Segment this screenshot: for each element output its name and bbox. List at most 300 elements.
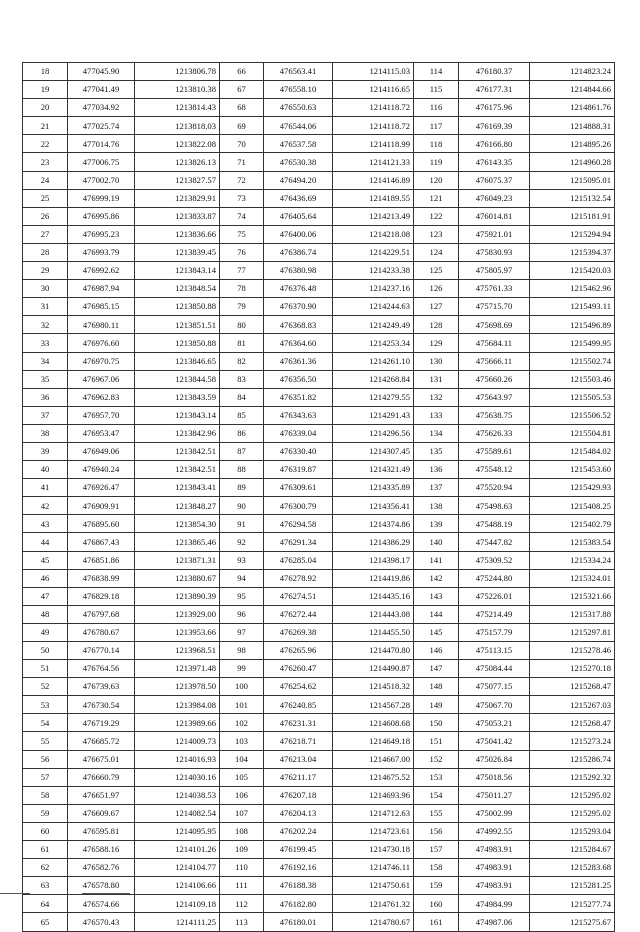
point-id-cell: 31 — [23, 298, 68, 316]
point-id-cell: 107 — [220, 804, 264, 822]
x-coordinate-cell: 475660.26 — [459, 370, 530, 388]
x-coordinate-cell: 476609.67 — [68, 804, 135, 822]
x-coordinate-cell: 476582.76 — [68, 859, 135, 877]
point-id-cell: 47 — [23, 587, 68, 605]
y-coordinate-cell: 1214518.32 — [333, 678, 414, 696]
point-id-cell: 101 — [220, 696, 264, 714]
point-id-cell: 156 — [414, 822, 459, 840]
y-coordinate-cell: 1213842.51 — [135, 461, 220, 479]
y-coordinate-cell: 1214237.16 — [333, 280, 414, 298]
y-coordinate-cell: 1215499.95 — [530, 334, 615, 352]
x-coordinate-cell: 476272.44 — [264, 605, 333, 623]
point-id-cell: 83 — [220, 370, 264, 388]
table-row — [23, 533, 615, 551]
y-coordinate-cell: 1214443.08 — [333, 605, 414, 623]
y-coordinate-cell: 1214608.68 — [333, 714, 414, 732]
table-row — [23, 117, 615, 135]
y-coordinate-cell: 1214116.65 — [333, 81, 414, 99]
point-id-cell: 68 — [220, 99, 264, 117]
y-coordinate-cell: 1215317.88 — [530, 605, 615, 623]
y-coordinate-cell: 1215095.01 — [530, 171, 615, 189]
y-coordinate-cell: 1214455.50 — [333, 623, 414, 641]
y-coordinate-cell: 1215503.46 — [530, 370, 615, 388]
point-id-cell: 146 — [414, 642, 459, 660]
point-id-cell: 24 — [23, 171, 68, 189]
y-coordinate-cell: 1214016.93 — [135, 750, 220, 768]
y-coordinate-cell: 1214723.61 — [333, 822, 414, 840]
point-id-cell: 80 — [220, 316, 264, 334]
x-coordinate-cell: 476993.79 — [68, 243, 135, 261]
point-id-cell: 28 — [23, 243, 68, 261]
x-coordinate-cell: 476207.18 — [264, 786, 333, 804]
point-id-cell: 56 — [23, 750, 68, 768]
y-coordinate-cell: 1215268.47 — [530, 678, 615, 696]
point-id-cell: 118 — [414, 135, 459, 153]
x-coordinate-cell: 477014.76 — [68, 135, 135, 153]
x-coordinate-cell: 476829.18 — [68, 587, 135, 605]
y-coordinate-cell: 1214253.34 — [333, 334, 414, 352]
x-coordinate-cell: 476895.60 — [68, 515, 135, 533]
point-id-cell: 105 — [220, 768, 264, 786]
point-id-cell: 96 — [220, 605, 264, 623]
x-coordinate-cell: 476175.96 — [459, 99, 530, 117]
x-coordinate-cell: 476962.83 — [68, 388, 135, 406]
point-id-cell: 61 — [23, 841, 68, 859]
x-coordinate-cell: 476574.66 — [68, 895, 135, 913]
footer-rule-left — [0, 893, 30, 894]
footer-rule-right — [82, 893, 130, 894]
y-coordinate-cell: 1214335.89 — [333, 479, 414, 497]
y-coordinate-cell: 1215484.02 — [530, 442, 615, 460]
point-id-cell: 88 — [220, 461, 264, 479]
point-id-cell: 160 — [414, 895, 459, 913]
x-coordinate-cell: 475041.42 — [459, 732, 530, 750]
x-coordinate-cell: 476739.63 — [68, 678, 135, 696]
y-coordinate-cell: 1214649.18 — [333, 732, 414, 750]
table-row — [23, 298, 615, 316]
x-coordinate-cell: 475715.70 — [459, 298, 530, 316]
x-coordinate-cell: 475666.11 — [459, 352, 530, 370]
point-id-cell: 161 — [414, 913, 459, 931]
table-row — [23, 406, 615, 424]
x-coordinate-cell: 475805.97 — [459, 262, 530, 280]
y-coordinate-cell: 1215408.25 — [530, 497, 615, 515]
table-row — [23, 732, 615, 750]
y-coordinate-cell: 1214009.73 — [135, 732, 220, 750]
point-id-cell: 27 — [23, 225, 68, 243]
y-coordinate-cell: 1214095.95 — [135, 822, 220, 840]
point-id-cell: 79 — [220, 298, 264, 316]
y-coordinate-cell: 1214730.18 — [333, 841, 414, 859]
x-coordinate-cell: 477034.92 — [68, 99, 135, 117]
point-id-cell: 85 — [220, 406, 264, 424]
point-id-cell: 133 — [414, 406, 459, 424]
point-id-cell: 92 — [220, 533, 264, 551]
x-coordinate-cell: 476494.20 — [264, 171, 333, 189]
x-coordinate-cell: 476970.75 — [68, 352, 135, 370]
table-row — [23, 442, 615, 460]
y-coordinate-cell: 1214888.31 — [530, 117, 615, 135]
y-coordinate-cell: 1213848.54 — [135, 280, 220, 298]
point-id-cell: 23 — [23, 153, 68, 171]
x-coordinate-cell: 474983.91 — [459, 859, 530, 877]
table-row — [23, 207, 615, 225]
point-id-cell: 100 — [220, 678, 264, 696]
y-coordinate-cell: 1214712.63 — [333, 804, 414, 822]
y-coordinate-cell: 1214356.41 — [333, 497, 414, 515]
point-id-cell: 72 — [220, 171, 264, 189]
y-coordinate-cell: 1214419.86 — [333, 569, 414, 587]
x-coordinate-cell: 474983.91 — [459, 877, 530, 895]
y-coordinate-cell: 1215504.81 — [530, 424, 615, 442]
y-coordinate-cell: 1214115.03 — [333, 63, 414, 81]
y-coordinate-cell: 1214106.66 — [135, 877, 220, 895]
point-id-cell: 159 — [414, 877, 459, 895]
point-id-cell: 154 — [414, 786, 459, 804]
y-coordinate-cell: 1213978.50 — [135, 678, 220, 696]
x-coordinate-cell: 476595.81 — [68, 822, 135, 840]
point-id-cell: 37 — [23, 406, 68, 424]
point-id-cell: 53 — [23, 696, 68, 714]
point-id-cell: 77 — [220, 262, 264, 280]
table-row — [23, 696, 615, 714]
x-coordinate-cell: 475921.01 — [459, 225, 530, 243]
x-coordinate-cell: 475026.84 — [459, 750, 530, 768]
x-coordinate-cell: 476987.94 — [68, 280, 135, 298]
x-coordinate-cell: 476166.80 — [459, 135, 530, 153]
y-coordinate-cell: 1215295.02 — [530, 804, 615, 822]
x-coordinate-cell: 476211.17 — [264, 768, 333, 786]
point-id-cell: 123 — [414, 225, 459, 243]
coordinate-sheet — [22, 62, 615, 932]
x-coordinate-cell: 477006.75 — [68, 153, 135, 171]
point-id-cell: 102 — [220, 714, 264, 732]
y-coordinate-cell: 1214101.26 — [135, 841, 220, 859]
point-id-cell: 124 — [414, 243, 459, 261]
x-coordinate-cell: 476953.47 — [68, 424, 135, 442]
y-coordinate-cell: 1214567.28 — [333, 696, 414, 714]
y-coordinate-cell: 1215453.60 — [530, 461, 615, 479]
y-coordinate-cell: 1214118.72 — [333, 117, 414, 135]
y-coordinate-cell: 1215394.37 — [530, 243, 615, 261]
x-coordinate-cell: 475589.61 — [459, 442, 530, 460]
point-id-cell: 59 — [23, 804, 68, 822]
x-coordinate-cell: 476563.41 — [264, 63, 333, 81]
table-row — [23, 153, 615, 171]
x-coordinate-cell: 476675.01 — [68, 750, 135, 768]
x-coordinate-cell: 475309.52 — [459, 551, 530, 569]
y-coordinate-cell: 1213829.91 — [135, 189, 220, 207]
table-row — [23, 352, 615, 370]
x-coordinate-cell: 475244.80 — [459, 569, 530, 587]
point-id-cell: 86 — [220, 424, 264, 442]
point-id-cell: 104 — [220, 750, 264, 768]
y-coordinate-cell: 1213826.13 — [135, 153, 220, 171]
point-id-cell: 109 — [220, 841, 264, 859]
point-id-cell: 121 — [414, 189, 459, 207]
y-coordinate-cell: 1213850.88 — [135, 334, 220, 352]
table-row — [23, 750, 615, 768]
y-coordinate-cell: 1214470.80 — [333, 642, 414, 660]
x-coordinate-cell: 476570.43 — [68, 913, 135, 931]
y-coordinate-cell: 1215268.47 — [530, 714, 615, 732]
y-coordinate-cell: 1215277.74 — [530, 895, 615, 913]
y-coordinate-cell: 1213968.51 — [135, 642, 220, 660]
x-coordinate-cell: 476188.38 — [264, 877, 333, 895]
table-row — [23, 804, 615, 822]
point-id-cell: 40 — [23, 461, 68, 479]
table-row — [23, 551, 615, 569]
point-id-cell: 55 — [23, 732, 68, 750]
x-coordinate-cell: 475684.11 — [459, 334, 530, 352]
x-coordinate-cell: 476537.58 — [264, 135, 333, 153]
y-coordinate-cell: 1214307.45 — [333, 442, 414, 460]
x-coordinate-cell: 476330.40 — [264, 442, 333, 460]
x-coordinate-cell: 476730.54 — [68, 696, 135, 714]
x-coordinate-cell: 476294.58 — [264, 515, 333, 533]
y-coordinate-cell: 1213953.66 — [135, 623, 220, 641]
x-coordinate-cell: 475067.70 — [459, 696, 530, 714]
point-id-cell: 116 — [414, 99, 459, 117]
x-coordinate-cell: 476530.38 — [264, 153, 333, 171]
point-id-cell: 81 — [220, 334, 264, 352]
x-coordinate-cell: 476578.80 — [68, 877, 135, 895]
y-coordinate-cell: 1213851.51 — [135, 316, 220, 334]
y-coordinate-cell: 1215275.67 — [530, 913, 615, 931]
x-coordinate-cell: 476368.83 — [264, 316, 333, 334]
y-coordinate-cell: 1213843.41 — [135, 479, 220, 497]
point-id-cell: 84 — [220, 388, 264, 406]
point-id-cell: 131 — [414, 370, 459, 388]
y-coordinate-cell: 1215462.96 — [530, 280, 615, 298]
x-coordinate-cell: 476180.37 — [459, 63, 530, 81]
y-coordinate-cell: 1214030.16 — [135, 768, 220, 786]
x-coordinate-cell: 475113.15 — [459, 642, 530, 660]
y-coordinate-cell: 1213810.38 — [135, 81, 220, 99]
point-id-cell: 76 — [220, 243, 264, 261]
point-id-cell: 143 — [414, 587, 459, 605]
y-coordinate-cell: 1214229.51 — [333, 243, 414, 261]
y-coordinate-cell: 1213842.51 — [135, 442, 220, 460]
y-coordinate-cell: 1214121.33 — [333, 153, 414, 171]
y-coordinate-cell: 1215420.03 — [530, 262, 615, 280]
point-id-cell: 127 — [414, 298, 459, 316]
y-coordinate-cell: 1215321.66 — [530, 587, 615, 605]
y-coordinate-cell: 1214268.84 — [333, 370, 414, 388]
y-coordinate-cell: 1214249.49 — [333, 316, 414, 334]
x-coordinate-cell: 476014.81 — [459, 207, 530, 225]
y-coordinate-cell: 1214321.49 — [333, 461, 414, 479]
y-coordinate-cell: 1214861.76 — [530, 99, 615, 117]
point-id-cell: 106 — [220, 786, 264, 804]
point-id-cell: 46 — [23, 569, 68, 587]
y-coordinate-cell: 1213836.66 — [135, 225, 220, 243]
point-id-cell: 50 — [23, 642, 68, 660]
x-coordinate-cell: 476992.62 — [68, 262, 135, 280]
point-id-cell: 41 — [23, 479, 68, 497]
point-id-cell: 19 — [23, 81, 68, 99]
table-body — [23, 63, 615, 932]
x-coordinate-cell: 476588.16 — [68, 841, 135, 859]
table-row — [23, 569, 615, 587]
y-coordinate-cell: 1215496.89 — [530, 316, 615, 334]
x-coordinate-cell: 476651.97 — [68, 786, 135, 804]
point-id-cell: 51 — [23, 660, 68, 678]
x-coordinate-cell: 475488.19 — [459, 515, 530, 533]
point-id-cell: 114 — [414, 63, 459, 81]
y-coordinate-cell: 1214109.18 — [135, 895, 220, 913]
x-coordinate-cell: 476285.04 — [264, 551, 333, 569]
x-coordinate-cell: 476719.29 — [68, 714, 135, 732]
x-coordinate-cell: 475226.01 — [459, 587, 530, 605]
y-coordinate-cell: 1213839.45 — [135, 243, 220, 261]
y-coordinate-cell: 1215292.32 — [530, 768, 615, 786]
point-id-cell: 69 — [220, 117, 264, 135]
point-id-cell: 152 — [414, 750, 459, 768]
y-coordinate-cell: 1213871.31 — [135, 551, 220, 569]
table-row — [23, 99, 615, 117]
y-coordinate-cell: 1213818.03 — [135, 117, 220, 135]
x-coordinate-cell: 476867.43 — [68, 533, 135, 551]
point-id-cell: 151 — [414, 732, 459, 750]
x-coordinate-cell: 475077.15 — [459, 678, 530, 696]
x-coordinate-cell: 476204.13 — [264, 804, 333, 822]
x-coordinate-cell: 476380.98 — [264, 262, 333, 280]
x-coordinate-cell: 475548.12 — [459, 461, 530, 479]
table-row — [23, 479, 615, 497]
point-id-cell: 134 — [414, 424, 459, 442]
y-coordinate-cell: 1215402.79 — [530, 515, 615, 533]
point-id-cell: 43 — [23, 515, 68, 533]
x-coordinate-cell: 476940.24 — [68, 461, 135, 479]
point-id-cell: 36 — [23, 388, 68, 406]
table-row — [23, 822, 615, 840]
x-coordinate-cell: 476386.74 — [264, 243, 333, 261]
y-coordinate-cell: 1214213.49 — [333, 207, 414, 225]
x-coordinate-cell: 476995.86 — [68, 207, 135, 225]
point-id-cell: 158 — [414, 859, 459, 877]
table-row — [23, 714, 615, 732]
point-id-cell: 91 — [220, 515, 264, 533]
point-id-cell: 73 — [220, 189, 264, 207]
y-coordinate-cell: 1214374.86 — [333, 515, 414, 533]
y-coordinate-cell: 1214296.56 — [333, 424, 414, 442]
point-id-cell: 18 — [23, 63, 68, 81]
y-coordinate-cell: 1215324.01 — [530, 569, 615, 587]
y-coordinate-cell: 1213843.14 — [135, 262, 220, 280]
x-coordinate-cell: 475002.99 — [459, 804, 530, 822]
x-coordinate-cell: 476169.39 — [459, 117, 530, 135]
x-coordinate-cell: 476376.48 — [264, 280, 333, 298]
point-id-cell: 149 — [414, 696, 459, 714]
y-coordinate-cell: 1215293.04 — [530, 822, 615, 840]
table-row — [23, 189, 615, 207]
point-id-cell: 26 — [23, 207, 68, 225]
y-coordinate-cell: 1213806.78 — [135, 63, 220, 81]
y-coordinate-cell: 1215132.54 — [530, 189, 615, 207]
x-coordinate-cell: 477002.70 — [68, 171, 135, 189]
y-coordinate-cell: 1213854.30 — [135, 515, 220, 533]
point-id-cell: 139 — [414, 515, 459, 533]
point-id-cell: 157 — [414, 841, 459, 859]
x-coordinate-cell: 476240.85 — [264, 696, 333, 714]
x-coordinate-cell: 476274.51 — [264, 587, 333, 605]
y-coordinate-cell: 1213833.87 — [135, 207, 220, 225]
point-id-cell: 39 — [23, 442, 68, 460]
point-id-cell: 78 — [220, 280, 264, 298]
y-coordinate-cell: 1214104.77 — [135, 859, 220, 877]
point-id-cell: 62 — [23, 859, 68, 877]
y-coordinate-cell: 1215267.03 — [530, 696, 615, 714]
coordinate-table — [22, 62, 615, 932]
y-coordinate-cell: 1214750.61 — [333, 877, 414, 895]
x-coordinate-cell: 475698.69 — [459, 316, 530, 334]
x-coordinate-cell: 474984.99 — [459, 895, 530, 913]
point-id-cell: 111 — [220, 877, 264, 895]
point-id-cell: 142 — [414, 569, 459, 587]
table-row — [23, 841, 615, 859]
y-coordinate-cell: 1214675.52 — [333, 768, 414, 786]
table-row — [23, 461, 615, 479]
x-coordinate-cell: 477025.74 — [68, 117, 135, 135]
point-id-cell: 117 — [414, 117, 459, 135]
table-row — [23, 243, 615, 261]
x-coordinate-cell: 476278.92 — [264, 569, 333, 587]
point-id-cell: 113 — [220, 913, 264, 931]
y-coordinate-cell: 1214261.10 — [333, 352, 414, 370]
point-id-cell: 57 — [23, 768, 68, 786]
point-id-cell: 32 — [23, 316, 68, 334]
y-coordinate-cell: 1213850.88 — [135, 298, 220, 316]
point-id-cell: 48 — [23, 605, 68, 623]
y-coordinate-cell: 1215273.24 — [530, 732, 615, 750]
x-coordinate-cell: 476265.96 — [264, 642, 333, 660]
y-coordinate-cell: 1213865.46 — [135, 533, 220, 551]
x-coordinate-cell: 476957.70 — [68, 406, 135, 424]
point-id-cell: 93 — [220, 551, 264, 569]
y-coordinate-cell: 1214435.16 — [333, 587, 414, 605]
x-coordinate-cell: 476343.63 — [264, 406, 333, 424]
x-coordinate-cell: 474987.06 — [459, 913, 530, 931]
y-coordinate-cell: 1215429.93 — [530, 479, 615, 497]
x-coordinate-cell: 476269.38 — [264, 623, 333, 641]
x-coordinate-cell: 476797.68 — [68, 605, 135, 623]
x-coordinate-cell: 475018.56 — [459, 768, 530, 786]
point-id-cell: 52 — [23, 678, 68, 696]
y-coordinate-cell: 1213971.48 — [135, 660, 220, 678]
x-coordinate-cell: 476199.45 — [264, 841, 333, 859]
y-coordinate-cell: 1214038.53 — [135, 786, 220, 804]
y-coordinate-cell: 1214667.00 — [333, 750, 414, 768]
x-coordinate-cell: 475638.75 — [459, 406, 530, 424]
x-coordinate-cell: 476550.63 — [264, 99, 333, 117]
point-id-cell: 38 — [23, 424, 68, 442]
point-id-cell: 150 — [414, 714, 459, 732]
point-id-cell: 44 — [23, 533, 68, 551]
y-coordinate-cell: 1214291.43 — [333, 406, 414, 424]
point-id-cell: 35 — [23, 370, 68, 388]
point-id-cell: 147 — [414, 660, 459, 678]
point-id-cell: 74 — [220, 207, 264, 225]
y-coordinate-cell: 1214146.89 — [333, 171, 414, 189]
point-id-cell: 130 — [414, 352, 459, 370]
y-coordinate-cell: 1213822.08 — [135, 135, 220, 153]
point-id-cell: 94 — [220, 569, 264, 587]
x-coordinate-cell: 476370.90 — [264, 298, 333, 316]
point-id-cell: 98 — [220, 642, 264, 660]
y-coordinate-cell: 1215281.25 — [530, 877, 615, 895]
point-id-cell: 140 — [414, 533, 459, 551]
